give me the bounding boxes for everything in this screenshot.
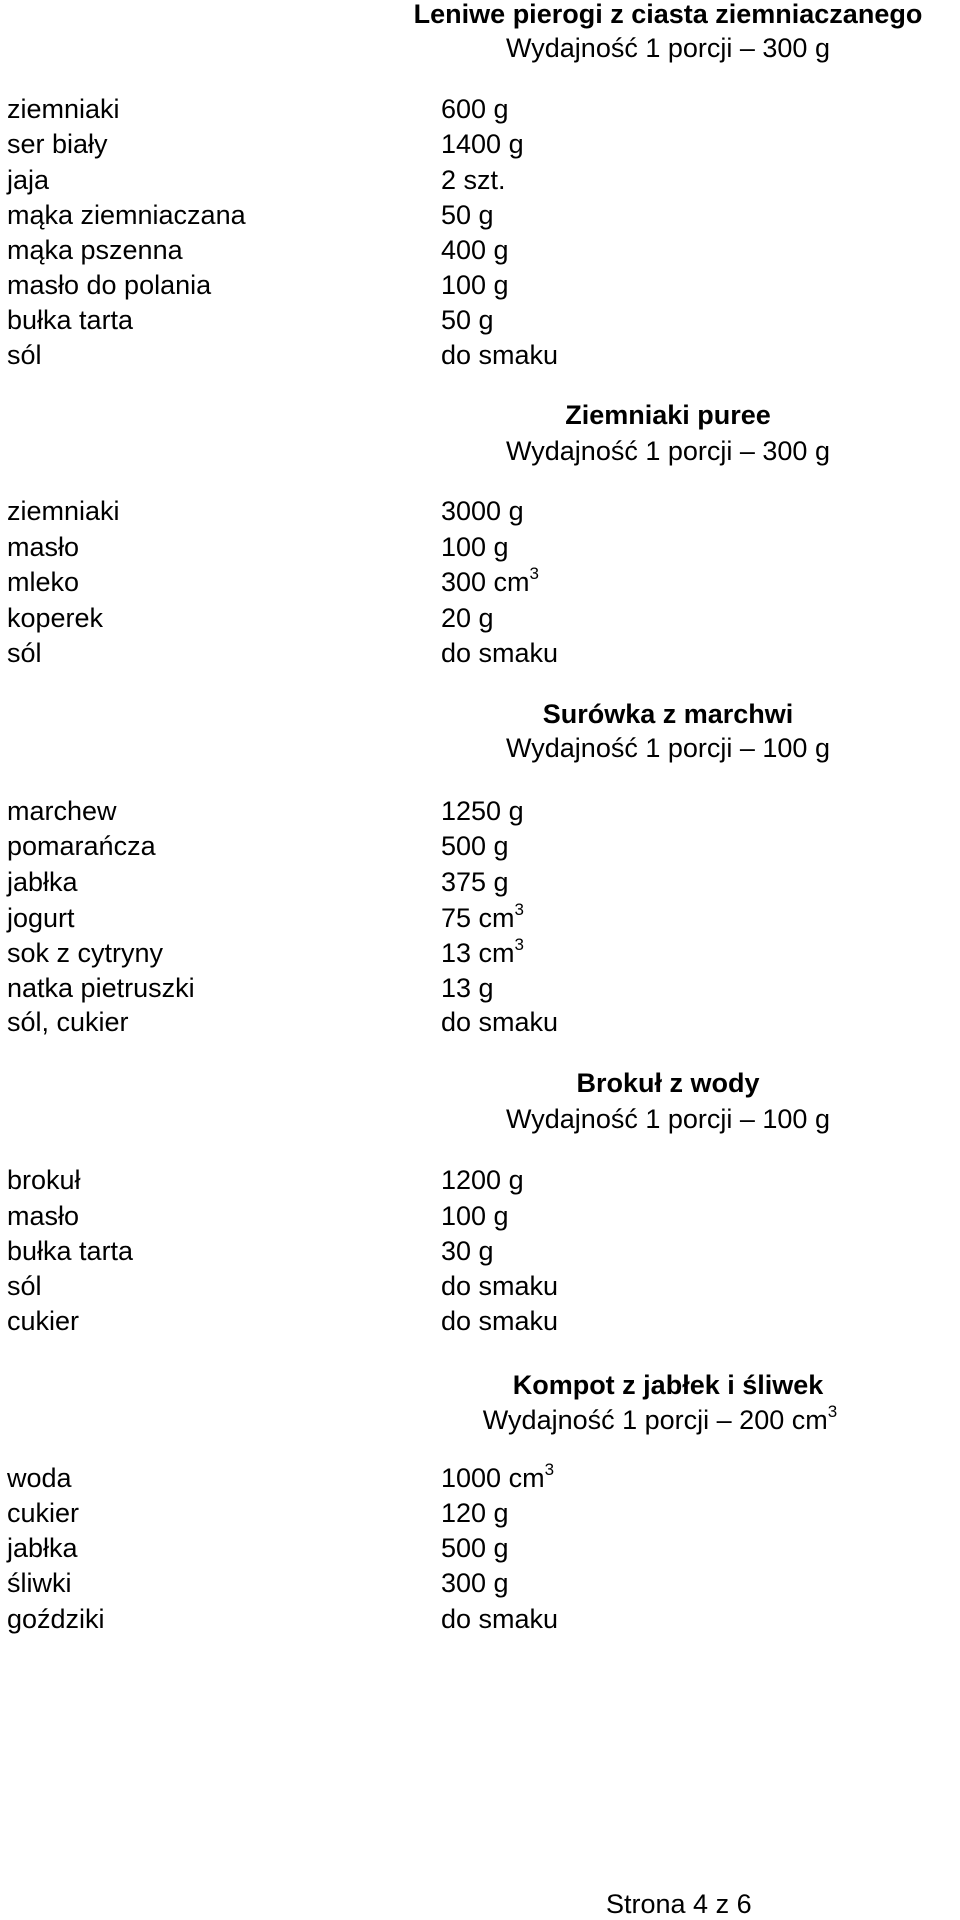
ingredient-name: sól [7,340,42,370]
ingredient-row [0,1271,960,1307]
ingredient-name: woda [7,1463,72,1493]
ingredient-row [0,1007,960,1043]
ingredient-qty: 1250 g [441,796,524,826]
ingredient-name: bułka tarta [7,305,134,335]
ingredient-row [0,1460,960,1499]
ingredient-name: sól [7,638,42,668]
ingredient-qty: 3000 g [441,496,524,526]
ingredient-name: jabłka [7,1533,78,1563]
ingredient-row [0,496,960,532]
ingredient-name: cukier [7,1306,80,1336]
ingredient-row [0,1165,960,1201]
ingredient-name: brokuł [7,1165,81,1195]
ingredient-qty: 30 g [441,1236,494,1266]
ingredient-name: masło [7,1201,80,1231]
ingredient-row [0,270,960,306]
ingredient-row [0,867,960,903]
ingredient-qty: 600 g [441,94,509,124]
ingredient-name: cukier [7,1498,80,1528]
recipe-title: Brokuł z wody [576,1068,760,1098]
ingredient-qty: 75 $cm^3$ [441,900,524,933]
ingredient-row [0,796,960,832]
ingredient-row [0,1604,960,1640]
recipe-title: Ziemniaki puree [565,400,771,430]
ingredient-qty: 1400 g [441,129,524,159]
recipe-title: Kompot z jabłek i śliwek [512,1370,824,1400]
ingredient-name: jabłka [7,867,78,897]
ingredient-row [0,1236,960,1272]
ingredient-name: ziemniaki [7,94,120,124]
ingredient-row [0,1201,960,1237]
ingredient-qty: do smaku [441,638,559,668]
ingredient-row [0,1568,960,1604]
ingredient-row [0,603,960,639]
ingredient-name: masło do polania [7,270,212,300]
ingredient-row [0,94,960,130]
ingredient-row [0,973,960,1009]
ingredient-name: jogurt [7,903,75,933]
ingredient-qty: 50 g [441,305,494,335]
ingredient-row [0,638,960,674]
ingredient-qty: 1000 $cm^3$ [441,1460,555,1493]
ingredient-name: mąka pszenna [7,235,183,265]
ingredient-row [0,1306,960,1342]
ingredient-qty: 100 g [441,270,509,300]
ingredient-qty: do smaku [441,340,559,370]
ingredient-name: ser biały [7,129,108,159]
ingredient-qty: 50 g [441,200,494,230]
ingredient-name: goździki [7,1604,105,1634]
ingredient-name: sól [7,1271,42,1301]
ingredient-name: koperek [7,603,104,633]
ingredient-name: pomarańcza [7,831,156,861]
ingredient-name: masło [7,532,80,562]
ingredient-qty: 375 g [441,867,509,897]
ingredient-name: natka pietruszki [7,973,195,1003]
ingredient-row [0,165,960,201]
ingredient-name: bułka tarta [7,1236,134,1266]
ingredient-qty: 500 g [441,1533,509,1563]
ingredient-name: sok z cytryny [7,938,164,968]
recipe-title: Leniwe pierogi z ciasta ziemniaczanego [413,0,923,29]
ingredient-qty: 13 g [441,973,494,1003]
page-number: Strona 4 z 6 [606,1889,752,1919]
ingredient-row [0,1533,960,1569]
ingredient-qty: 300 g [441,1568,509,1598]
ingredient-qty: 500 g [441,831,509,861]
ingredient-name: mąka ziemniaczana [7,200,246,230]
ingredient-row [0,235,960,271]
ingredient-qty: 2 szt. [441,165,506,195]
ingredient-row [0,935,960,974]
ingredient-row [0,200,960,236]
ingredient-name: sól, cukier [7,1007,129,1037]
ingredient-name: śliwki [7,1568,72,1598]
ingredient-qty: 100 g [441,532,509,562]
recipe-yield: Wydajność 1 porcji – 300 g [506,33,830,63]
ingredient-qty: do smaku [441,1007,559,1037]
ingredient-row [0,305,960,341]
recipe-yield: Wydajność 1 porcji – 100 g [506,733,830,763]
ingredient-row [0,564,960,603]
ingredient-row [0,532,960,568]
ingredient-name: ziemniaki [7,496,120,526]
ingredient-qty: 100 g [441,1201,509,1231]
ingredient-row [0,900,960,939]
ingredient-qty: 1200 g [441,1165,524,1195]
ingredient-name: jaja [7,165,50,195]
ingredient-qty: 120 g [441,1498,509,1528]
recipe-yield: Wydajność 1 porcji – 300 g [506,436,830,466]
ingredient-row [0,1498,960,1534]
ingredient-qty: 300 $cm^3$ [441,564,540,597]
ingredient-qty: 20 g [441,603,494,633]
ingredient-row [0,129,960,165]
ingredient-qty: 400 g [441,235,509,265]
ingredient-row [0,340,960,376]
ingredient-qty: do smaku [441,1271,559,1301]
ingredient-qty: 13 $cm^3$ [441,935,524,968]
recipe-title: Surówka z marchwi [542,699,794,729]
ingredient-name: mleko [7,567,80,597]
ingredient-name: marchew [7,796,117,826]
recipe-yield: Wydajność 1 porcji – 100 g [506,1104,830,1134]
ingredient-qty: do smaku [441,1604,559,1634]
recipe-yield: Wydajność 1 porcji – 200 $cm^3$ [482,1402,838,1435]
ingredient-row [0,831,960,867]
ingredient-qty: do smaku [441,1306,559,1336]
